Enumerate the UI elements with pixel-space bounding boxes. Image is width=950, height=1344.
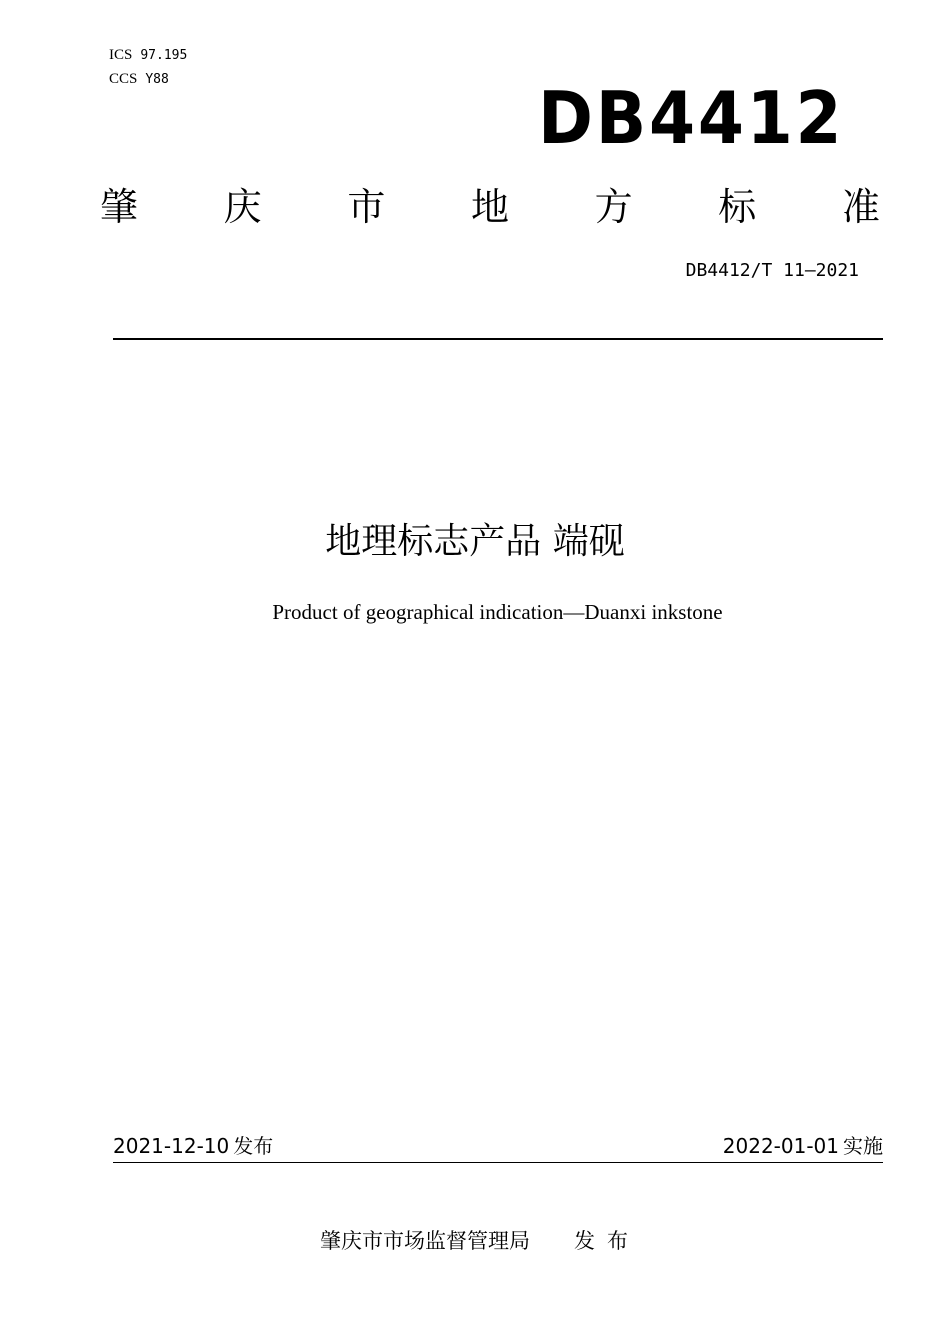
footer-divider (113, 1162, 883, 1163)
standard-type-char: 市 (347, 185, 386, 229)
effective-date: 2022-01-01 (722, 1134, 839, 1158)
standard-type-char: 准 (841, 185, 880, 229)
ccs-value: Y88 (145, 72, 169, 87)
standard-type-char: 庆 (223, 185, 262, 229)
document-title-en: Product of geographical indication—Duanxi inkstone (272, 600, 723, 624)
standard-type-char: 肇 (100, 185, 139, 229)
effective-word: 实施 (843, 1134, 883, 1158)
standard-type-title (100, 182, 880, 232)
publish-word: 发布 (233, 1134, 274, 1158)
ics-value: 97.195 (140, 48, 188, 63)
publish-date: 2021-12-10 (113, 1134, 230, 1158)
ics-classification (109, 46, 187, 65)
issuer-line (0, 1226, 950, 1256)
effective-date-line (723, 1132, 883, 1160)
ccs-classification (109, 70, 169, 89)
standard-number: DB4412/T 11—2021 (685, 260, 859, 281)
issuer-action: 发布 (574, 1229, 640, 1253)
standard-type-char: 地 (470, 185, 509, 229)
publish-date-line (113, 1132, 273, 1160)
standard-type-char: 方 (594, 185, 633, 229)
header-divider (113, 338, 883, 340)
document-title-cn: 地理标志产品 端砚 (325, 521, 625, 562)
ics-label: ICS (109, 47, 133, 63)
issuer-name: 肇庆市市场监督管理局 (320, 1229, 530, 1253)
ccs-label: CCS (109, 71, 138, 87)
db-standard-logo: DB4412 (538, 76, 845, 160)
standard-type-char: 标 (718, 185, 757, 229)
